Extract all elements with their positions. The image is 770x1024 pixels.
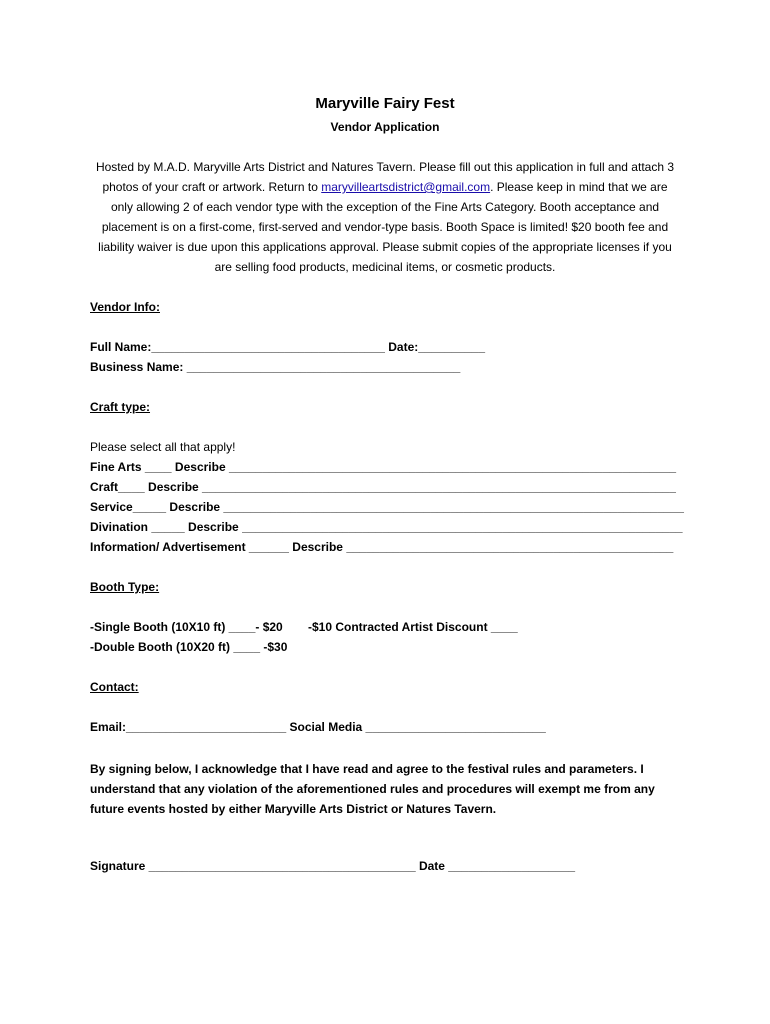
contact-heading: Contact: [90, 680, 139, 694]
signature-date-field[interactable]: Signature ________________________________________ Date ___________________ [90, 859, 576, 873]
vendor-info-heading: Vendor Info: [90, 300, 160, 314]
craft-option-fine-arts[interactable]: Fine Arts ____ Describe ___________________________________________________________________ [90, 460, 677, 474]
craft-instruction: Please select all that apply! [90, 440, 236, 454]
craft-option-craft[interactable]: Craft____ Describe _______________________________________________________________________ [90, 480, 676, 494]
document-subtitle: Vendor Application [330, 120, 440, 134]
craft-option-divination[interactable]: Divination _____ Describe __________________________________________________________________ [90, 520, 683, 534]
craft-option-service[interactable]: Service_____ Describe _____________________________________________________________________ [90, 500, 684, 514]
booth-double-option[interactable]: -Double Booth (10X20 ft) ____ -$30 [90, 640, 288, 654]
intro-text-start: Hosted by M.A.D. Maryville Arts District and Natures Tavern. Please fill out this application in full and attach 3 photos of your craft or artwork. Return to [95, 160, 675, 194]
intro-text-end: . Please keep in mind that we are only allowing 2 of each vendor type with the exception of the Fine Arts Category. Booth acceptance and placement is on a first-come, first-served and vendor-type basis. Booth Space is limited! $20 booth fee and liability waiver is due upon this applications approval. Please submit copies of the appropriate licenses if you are selling food products, medicinal items, or cosmetic products. [98, 180, 672, 274]
booth-single-row [90, 620, 690, 634]
booth-type-heading: Booth Type: [90, 580, 160, 594]
full-name-date-field[interactable]: Full Name:___________________________________ Date:__________ [90, 340, 486, 354]
document-title: Maryville Fairy Fest [315, 95, 455, 112]
craft-type-heading: Craft type: [90, 400, 151, 414]
agreement-paragraph: By signing below, I acknowledge that I have read and agree to the festival rules and parameters. I understand that any violation of the aforementioned rules and procedures will exempt me from any future events hosted by either Maryville Arts District or Natures Tavern. [90, 762, 655, 816]
booth-discount-option[interactable]: -$10 Contracted Artist Discount ____ [308, 620, 518, 634]
booth-single-option[interactable]: -Single Booth (10X10 ft) ____- $20 [90, 620, 283, 634]
email-link[interactable]: maryvilleartsdistrict@gmail.com [321, 180, 491, 194]
craft-option-information[interactable]: Information/ Advertisement ______ Describe _________________________________________________ [90, 540, 674, 554]
email-social-field[interactable]: Email:________________________ Social Media ___________________________ [90, 720, 546, 734]
intro-paragraph [90, 157, 680, 277]
business-name-field[interactable]: Business Name: _________________________________________ [90, 360, 461, 374]
